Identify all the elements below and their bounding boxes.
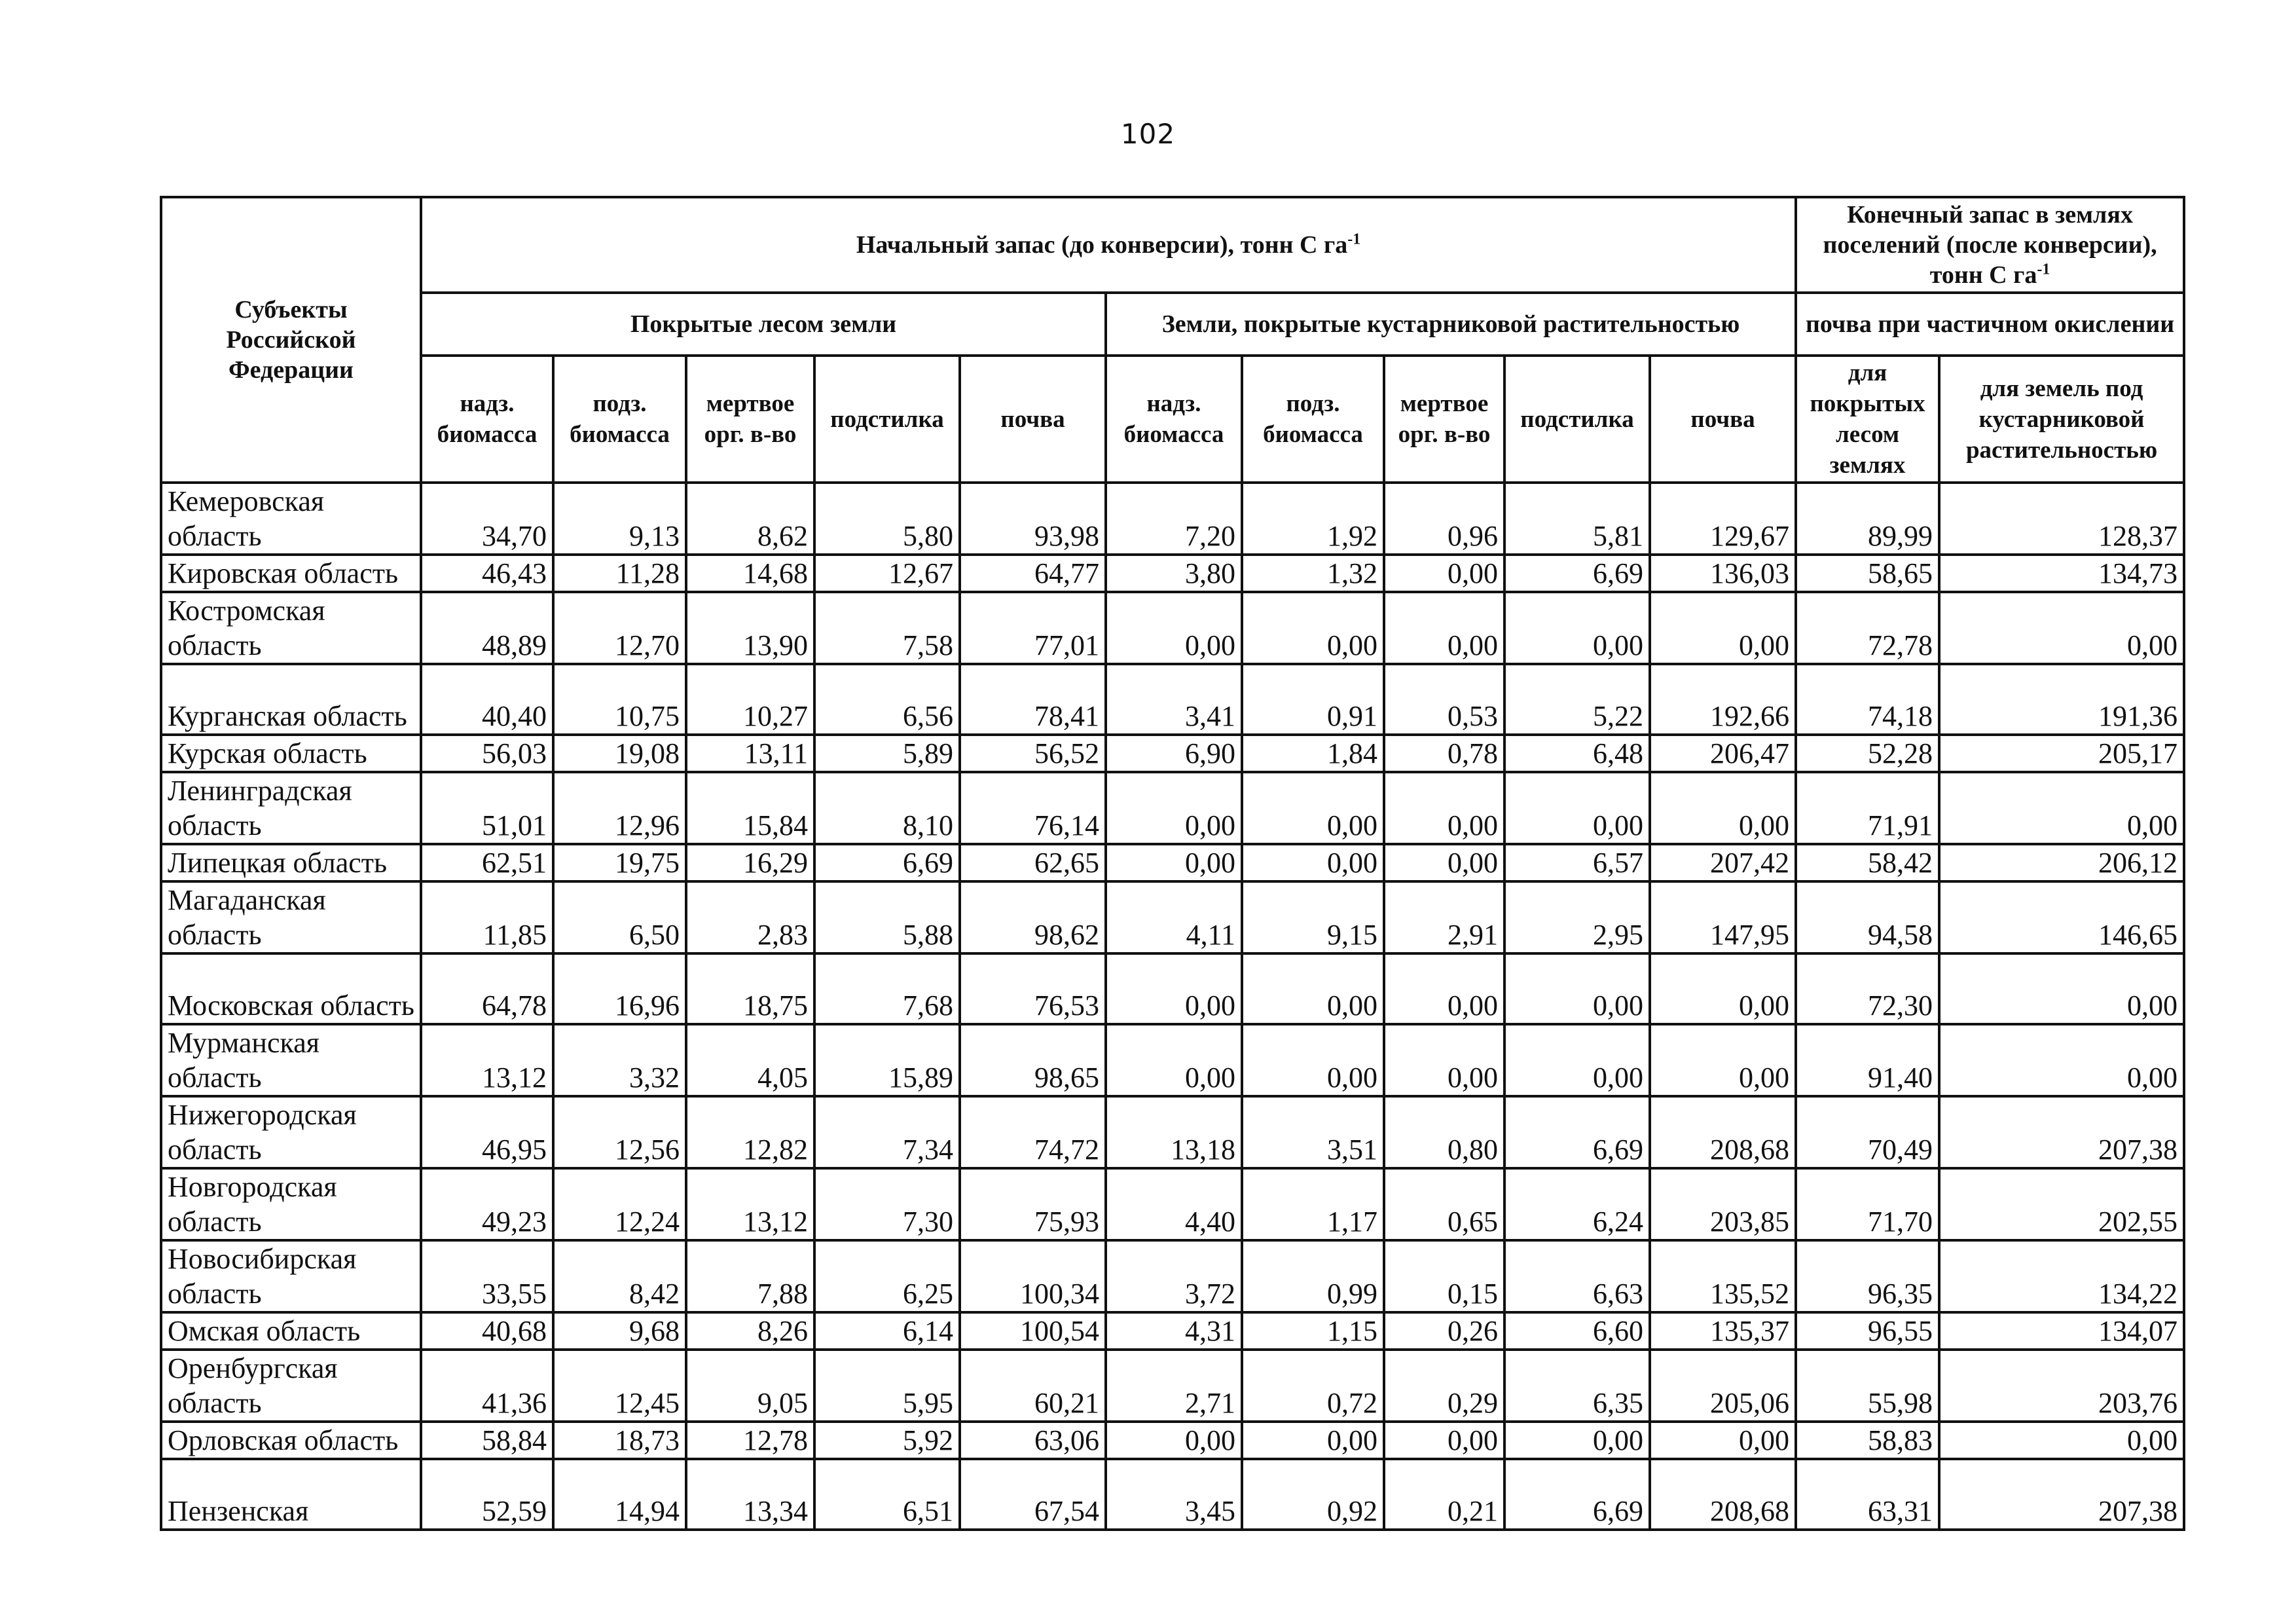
table-cell: 203,76 — [1939, 1350, 2184, 1422]
table-cell: 0,00 — [1106, 592, 1242, 664]
table-row — [161, 1024, 2184, 1096]
table-cell: 0,00 — [1106, 1422, 1242, 1459]
table-cell: 0,00 — [1384, 772, 1504, 844]
table-cell: 0,00 — [1242, 1422, 1384, 1459]
region-name: Новосибирская область — [161, 1240, 421, 1312]
table-cell: 9,13 — [553, 483, 686, 555]
table-cell: 12,78 — [686, 1422, 814, 1459]
table-cell: 4,11 — [1106, 881, 1242, 953]
table-cell: 6,50 — [553, 881, 686, 953]
table-cell: 12,67 — [814, 555, 960, 592]
table-cell: 74,18 — [1796, 664, 1939, 735]
table-cell: 0,00 — [1650, 953, 1796, 1024]
region-name: Кемеровская область — [161, 483, 421, 555]
region-name: Курганская область — [161, 664, 421, 735]
table-cell: 205,17 — [1939, 735, 2184, 772]
table-cell: 71,91 — [1796, 772, 1939, 844]
table-cell: 7,34 — [814, 1096, 960, 1168]
table-cell: 134,07 — [1939, 1312, 2184, 1350]
header-final-stock: Конечный запас в землях поселений (после конверсии), тонн С $га^{-1}$ — [1796, 197, 2184, 293]
region-name: Московская область — [161, 953, 421, 1024]
table-cell: 40,40 — [421, 664, 553, 735]
table-cell: 6,56 — [814, 664, 960, 735]
table-cell: 0,00 — [1106, 772, 1242, 844]
table-cell: 0,80 — [1384, 1096, 1504, 1168]
table-cell: 78,41 — [960, 664, 1106, 735]
table-cell: 0,00 — [1504, 1422, 1650, 1459]
table-cell: 135,52 — [1650, 1240, 1796, 1312]
table-cell: 0,00 — [1939, 1422, 2184, 1459]
table-cell: 2,83 — [686, 881, 814, 953]
table-cell: 6,63 — [1504, 1240, 1650, 1312]
region-name: Оренбургская область — [161, 1350, 421, 1422]
table-cell: 192,66 — [1650, 664, 1796, 735]
table-cell: 128,37 — [1939, 483, 2184, 555]
table-row — [161, 881, 2184, 953]
table-cell: 62,65 — [960, 844, 1106, 881]
table-cell: 134,73 — [1939, 555, 2184, 592]
table-cell: 208,68 — [1650, 1096, 1796, 1168]
table-cell: 9,15 — [1242, 881, 1384, 953]
table-cell: 6,60 — [1504, 1312, 1650, 1350]
table-body — [161, 483, 2184, 1530]
table-cell: 4,05 — [686, 1024, 814, 1096]
region-name: Липецкая область — [161, 844, 421, 881]
table-row — [161, 844, 2184, 881]
table-cell: 13,11 — [686, 735, 814, 772]
table-cell: 11,85 — [421, 881, 553, 953]
table-cell: 75,93 — [960, 1168, 1106, 1240]
table-cell: 4,40 — [1106, 1168, 1242, 1240]
table-cell: 0,00 — [1939, 592, 2184, 664]
table-cell: 0,29 — [1384, 1350, 1504, 1422]
table-row — [161, 1312, 2184, 1350]
table-cell: 1,84 — [1242, 735, 1384, 772]
table-cell: 15,84 — [686, 772, 814, 844]
col-shrub-dead-organic: мертвое орг. в-во — [1384, 356, 1504, 483]
table-cell: 94,58 — [1796, 881, 1939, 953]
col-shrub-above-biomass: надз. биомасса — [1106, 356, 1242, 483]
table-cell: 13,12 — [686, 1168, 814, 1240]
table-row — [161, 1350, 2184, 1422]
table-cell: 2,91 — [1384, 881, 1504, 953]
table-cell: 8,62 — [686, 483, 814, 555]
table-cell: 8,10 — [814, 772, 960, 844]
table-cell: 0,00 — [1242, 1024, 1384, 1096]
table-cell: 70,49 — [1796, 1096, 1939, 1168]
table-cell: 6,14 — [814, 1312, 960, 1350]
table-cell: 3,80 — [1106, 555, 1242, 592]
col-forest-soil: почва — [960, 356, 1106, 483]
table-cell: 0,53 — [1384, 664, 1504, 735]
col-forest-above-biomass: надз. биомасса — [421, 356, 553, 483]
table-row — [161, 1096, 2184, 1168]
table-row — [161, 735, 2184, 772]
region-name: Курская область — [161, 735, 421, 772]
table-cell: 5,22 — [1504, 664, 1650, 735]
header-initial-stock: Начальный запас (до конверсии), тонн С $га^{-1}$ — [421, 197, 1796, 293]
table-cell: 5,80 — [814, 483, 960, 555]
table-row — [161, 1422, 2184, 1459]
table-cell: 5,81 — [1504, 483, 1650, 555]
table-cell: 10,75 — [553, 664, 686, 735]
table-row — [161, 483, 2184, 555]
table-cell: 12,70 — [553, 592, 686, 664]
table-cell: 7,68 — [814, 953, 960, 1024]
table-cell: 3,45 — [1106, 1459, 1242, 1530]
table-cell: 202,55 — [1939, 1168, 2184, 1240]
region-name: Кировская область — [161, 555, 421, 592]
table-cell: 6,69 — [1504, 555, 1650, 592]
table-cell: 2,95 — [1504, 881, 1650, 953]
table-row — [161, 592, 2184, 664]
table-cell: 55,98 — [1796, 1350, 1939, 1422]
header-shrub-lands: Земли, покрытые кустарниковой растительностью — [1106, 293, 1796, 356]
table-cell: 12,96 — [553, 772, 686, 844]
table-cell: 0,15 — [1384, 1240, 1504, 1312]
table-cell: 76,53 — [960, 953, 1106, 1024]
table-cell: 0,92 — [1242, 1459, 1384, 1530]
header-subjects: Субъекты Российской Федерации — [161, 197, 421, 483]
table-cell: 0,00 — [1504, 953, 1650, 1024]
table-cell: 135,37 — [1650, 1312, 1796, 1350]
table-cell: 33,55 — [421, 1240, 553, 1312]
table-row — [161, 1168, 2184, 1240]
table-cell: 0,00 — [1650, 1024, 1796, 1096]
table-cell: 0,26 — [1384, 1312, 1504, 1350]
table-cell: 0,96 — [1384, 483, 1504, 555]
table-cell: 8,42 — [553, 1240, 686, 1312]
table-cell: 147,95 — [1650, 881, 1796, 953]
table-row — [161, 772, 2184, 844]
table-cell: 0,00 — [1939, 772, 2184, 844]
table-cell: 0,91 — [1242, 664, 1384, 735]
table-cell: 93,98 — [960, 483, 1106, 555]
table-cell: 16,96 — [553, 953, 686, 1024]
table-cell: 52,59 — [421, 1459, 553, 1530]
table-cell: 3,32 — [553, 1024, 686, 1096]
table-cell: 136,03 — [1650, 555, 1796, 592]
table-cell: 9,05 — [686, 1350, 814, 1422]
table-row — [161, 953, 2184, 1024]
table-cell: 56,03 — [421, 735, 553, 772]
table-cell: 0,21 — [1384, 1459, 1504, 1530]
table-cell: 207,38 — [1939, 1459, 2184, 1530]
table-cell: 0,00 — [1384, 592, 1504, 664]
table-cell: 0,00 — [1384, 844, 1504, 881]
table-cell: 0,00 — [1242, 772, 1384, 844]
table-cell: 0,00 — [1106, 953, 1242, 1024]
table-row — [161, 1240, 2184, 1312]
table-cell: 1,92 — [1242, 483, 1384, 555]
table-cell: 52,28 — [1796, 735, 1939, 772]
table-cell: 8,26 — [686, 1312, 814, 1350]
table-cell: 96,35 — [1796, 1240, 1939, 1312]
table-cell: 0,00 — [1384, 953, 1504, 1024]
table-cell: 0,00 — [1504, 1024, 1650, 1096]
table-cell: 2,71 — [1106, 1350, 1242, 1422]
region-name: Ленинградская область — [161, 772, 421, 844]
table-cell: 100,54 — [960, 1312, 1106, 1350]
table-cell: 13,34 — [686, 1459, 814, 1530]
table-cell: 6,51 — [814, 1459, 960, 1530]
table-cell: 46,95 — [421, 1096, 553, 1168]
table-cell: 64,77 — [960, 555, 1106, 592]
table-cell: 146,65 — [1939, 881, 2184, 953]
table-cell: 67,54 — [960, 1459, 1106, 1530]
region-name: Омская область — [161, 1312, 421, 1350]
table-cell: 40,68 — [421, 1312, 553, 1350]
table-header — [161, 197, 2184, 483]
table-cell: 191,36 — [1939, 664, 2184, 735]
table-cell: 96,55 — [1796, 1312, 1939, 1350]
header-soil-partial-oxidation: почва при частичном окислении — [1796, 293, 2184, 356]
region-name: Нижегородская область — [161, 1096, 421, 1168]
table-cell: 208,68 — [1650, 1459, 1796, 1530]
table-cell: 0,00 — [1650, 772, 1796, 844]
table-cell: 41,36 — [421, 1350, 553, 1422]
table-cell: 63,31 — [1796, 1459, 1939, 1530]
table-cell: 6,69 — [1504, 1096, 1650, 1168]
table-cell: 46,43 — [421, 555, 553, 592]
table-cell: 72,30 — [1796, 953, 1939, 1024]
table-cell: 0,00 — [1939, 953, 2184, 1024]
table-cell: 0,00 — [1504, 592, 1650, 664]
col-shrub-soil: почва — [1650, 356, 1796, 483]
table-cell: 98,65 — [960, 1024, 1106, 1096]
table-cell: 0,65 — [1384, 1168, 1504, 1240]
table-cell: 0,00 — [1106, 844, 1242, 881]
col-forest-dead-organic: мертвое орг. в-во — [686, 356, 814, 483]
table-cell: 6,35 — [1504, 1350, 1650, 1422]
table-cell: 18,73 — [553, 1422, 686, 1459]
table-cell: 6,24 — [1504, 1168, 1650, 1240]
table-cell: 6,25 — [814, 1240, 960, 1312]
table-cell: 98,62 — [960, 881, 1106, 953]
table-cell: 34,70 — [421, 483, 553, 555]
table-cell: 3,51 — [1242, 1096, 1384, 1168]
table-cell: 48,89 — [421, 592, 553, 664]
region-name: Магаданская область — [161, 881, 421, 953]
table-cell: 0,00 — [1504, 772, 1650, 844]
table-cell: 5,95 — [814, 1350, 960, 1422]
table-cell: 72,78 — [1796, 592, 1939, 664]
table-cell: 6,48 — [1504, 735, 1650, 772]
table-cell: 9,68 — [553, 1312, 686, 1350]
table-cell: 62,51 — [421, 844, 553, 881]
table-cell: 207,38 — [1939, 1096, 2184, 1168]
table-cell: 49,23 — [421, 1168, 553, 1240]
table-cell: 6,90 — [1106, 735, 1242, 772]
table-cell: 12,24 — [553, 1168, 686, 1240]
table-cell: 205,06 — [1650, 1350, 1796, 1422]
table-cell: 0,00 — [1384, 1422, 1504, 1459]
col-shrub-below-biomass: подз. биомасса — [1242, 356, 1384, 483]
table-cell: 1,17 — [1242, 1168, 1384, 1240]
table-cell: 12,56 — [553, 1096, 686, 1168]
region-name: Пензенская — [161, 1459, 421, 1530]
table-cell: 7,88 — [686, 1240, 814, 1312]
table-cell: 14,94 — [553, 1459, 686, 1530]
table-cell: 13,18 — [1106, 1096, 1242, 1168]
table-cell: 1,15 — [1242, 1312, 1384, 1350]
table-cell: 4,31 — [1106, 1312, 1242, 1350]
table-cell: 19,75 — [553, 844, 686, 881]
table-cell: 7,20 — [1106, 483, 1242, 555]
table-cell: 71,70 — [1796, 1168, 1939, 1240]
table-cell: 206,12 — [1939, 844, 2184, 881]
table-cell: 6,69 — [814, 844, 960, 881]
col-shrub-litter: подстилка — [1504, 356, 1650, 483]
col-final-shrub: для земель под кустарниковой растительностью — [1939, 356, 2184, 483]
page-number: 102 — [1120, 118, 1176, 150]
table-cell: 0,00 — [1939, 1024, 2184, 1096]
col-forest-litter: подстилка — [814, 356, 960, 483]
table-cell: 14,68 — [686, 555, 814, 592]
table-cell: 51,01 — [421, 772, 553, 844]
carbon-stock-table — [160, 196, 2185, 1531]
table-cell: 13,12 — [421, 1024, 553, 1096]
table-cell: 203,85 — [1650, 1168, 1796, 1240]
table-cell: 64,78 — [421, 953, 553, 1024]
table-cell: 5,92 — [814, 1422, 960, 1459]
table-cell: 74,72 — [960, 1096, 1106, 1168]
table-row — [161, 664, 2184, 735]
table-cell: 134,22 — [1939, 1240, 2184, 1312]
table-cell: 0,99 — [1242, 1240, 1384, 1312]
table-cell: 0,78 — [1384, 735, 1504, 772]
table-cell: 0,72 — [1242, 1350, 1384, 1422]
table-cell: 58,83 — [1796, 1422, 1939, 1459]
table-cell: 6,57 — [1504, 844, 1650, 881]
region-name: Новгородская область — [161, 1168, 421, 1240]
table-cell: 3,72 — [1106, 1240, 1242, 1312]
table-cell: 19,08 — [553, 735, 686, 772]
table-cell: 77,01 — [960, 592, 1106, 664]
table-cell: 60,21 — [960, 1350, 1106, 1422]
table-cell: 6,69 — [1504, 1459, 1650, 1530]
table-row — [161, 555, 2184, 592]
table-cell: 58,42 — [1796, 844, 1939, 881]
table-cell: 12,45 — [553, 1350, 686, 1422]
table-cell: 0,00 — [1650, 1422, 1796, 1459]
table-cell: 0,00 — [1384, 555, 1504, 592]
table-cell: 7,30 — [814, 1168, 960, 1240]
table-cell: 0,00 — [1242, 592, 1384, 664]
table-cell: 15,89 — [814, 1024, 960, 1096]
col-final-forest: для покрытых лесом землях — [1796, 356, 1939, 483]
table-cell: 3,41 — [1106, 664, 1242, 735]
table-cell: 206,47 — [1650, 735, 1796, 772]
table-cell: 16,29 — [686, 844, 814, 881]
table-cell: 89,99 — [1796, 483, 1939, 555]
table-cell: 13,90 — [686, 592, 814, 664]
region-name: Мурманская область — [161, 1024, 421, 1096]
table-cell: 11,28 — [553, 555, 686, 592]
table-cell: 18,75 — [686, 953, 814, 1024]
table-cell: 5,89 — [814, 735, 960, 772]
table-cell: 0,00 — [1650, 592, 1796, 664]
table-cell: 1,32 — [1242, 555, 1384, 592]
table-cell: 129,67 — [1650, 483, 1796, 555]
header-forest-lands: Покрытые лесом земли — [421, 293, 1106, 356]
table-cell: 5,88 — [814, 881, 960, 953]
region-name: Орловская область — [161, 1422, 421, 1459]
table-cell: 63,06 — [960, 1422, 1106, 1459]
table-cell: 0,00 — [1242, 953, 1384, 1024]
table-cell: 58,84 — [421, 1422, 553, 1459]
table-cell: 58,65 — [1796, 555, 1939, 592]
table-cell: 10,27 — [686, 664, 814, 735]
table-row — [161, 1459, 2184, 1530]
table-cell: 7,58 — [814, 592, 960, 664]
table-cell: 100,34 — [960, 1240, 1106, 1312]
table-cell: 0,00 — [1242, 844, 1384, 881]
table-cell: 56,52 — [960, 735, 1106, 772]
col-forest-below-biomass: подз. биомасса — [553, 356, 686, 483]
region-name: Костромская область — [161, 592, 421, 664]
table-cell: 76,14 — [960, 772, 1106, 844]
table-cell: 12,82 — [686, 1096, 814, 1168]
table-cell: 91,40 — [1796, 1024, 1939, 1096]
table-cell: 207,42 — [1650, 844, 1796, 881]
table-cell: 0,00 — [1106, 1024, 1242, 1096]
table-cell: 0,00 — [1384, 1024, 1504, 1096]
